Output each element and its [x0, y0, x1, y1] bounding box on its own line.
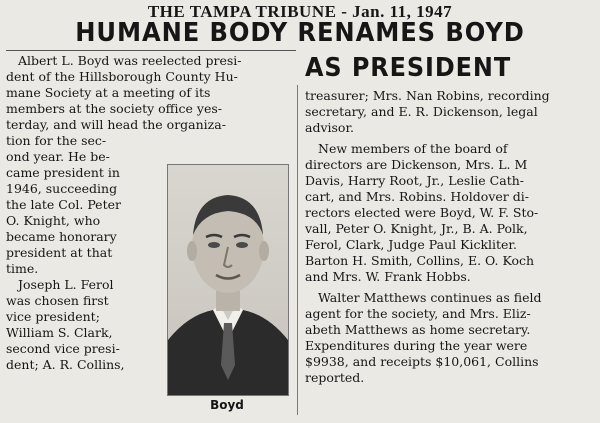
right-col-line-7: cart, and Mrs. Robins. Holdover di- — [305, 189, 529, 204]
right-col-line-17: $9938, and receipts $10,061, Collins — [305, 354, 539, 369]
left-col-line-11: O. Knight, who — [6, 213, 101, 228]
left-col-line-18: William S. Clark, — [6, 325, 113, 340]
right-col-line-11: Barton H. Smith, Collins, E. O. Koch — [305, 253, 535, 268]
left-col-line-13: president at that — [6, 245, 113, 260]
right-col-line-14: agent for the society, and Mrs. Eliz- — [305, 306, 531, 321]
right-col-line-9: vall, Peter O. Knight, Jr., B. A. Polk, — [305, 221, 528, 236]
left-col-line-7: ond year. He be- — [6, 149, 110, 164]
right-col-line-18: reported. — [305, 370, 365, 385]
left-col-line-3: mane Society at a meeting of its — [6, 85, 211, 100]
right-col-line-5: directors are Dickenson, Mrs. L. M — [305, 157, 528, 172]
right-col-line-4: New members of the board of — [318, 141, 508, 156]
right-col-line-16: Expenditures during the year were — [305, 338, 528, 353]
masthead: THE TAMPA TRIBUNE - Jan. 11, 1947 — [147, 2, 453, 21]
right-col-line-13: Walter Matthews continues as field — [318, 290, 542, 305]
left-col-line-12: became honorary — [6, 229, 117, 244]
right-col-line-8: rectors elected were Boyd, W. F. Sto- — [305, 205, 539, 220]
left-col-line-15: Joseph L. Ferol — [18, 277, 114, 292]
right-col-line-10: Ferol, Clark, Judge Paul Kickliter. — [305, 237, 518, 252]
left-col-line-17: vice president; — [6, 309, 100, 324]
right-col-line-2: secretary, and E. R. Dickenson, legal — [305, 104, 538, 119]
right-col-line-3: advisor. — [305, 120, 355, 135]
left-col-line-5: terday, and will head the organiza- — [6, 117, 226, 132]
left-col-line-2: dent of the Hillsborough County Hu- — [6, 69, 238, 84]
headline-rule — [6, 50, 296, 51]
left-col-line-14: time. — [6, 261, 39, 276]
left-col-line-4: members at the society office yes- — [6, 101, 223, 116]
left-col-line-8: came president in — [6, 165, 120, 180]
portrait-illustration — [168, 165, 288, 395]
photo-caption: Boyd — [210, 398, 244, 412]
left-col-line-9: 1946, succeeding — [6, 181, 118, 196]
portrait-photo — [167, 164, 289, 396]
left-col-line-10: the late Col. Peter — [6, 197, 121, 212]
left-col-line-20: dent; A. R. Collins, — [6, 357, 125, 372]
right-col-line-6: Davis, Harry Root, Jr., Leslie Cath- — [305, 173, 524, 188]
left-col-line-6: tion for the sec- — [6, 133, 107, 148]
right-col-line-12: and Mrs. W. Frank Hobbs. — [305, 269, 471, 284]
headline-line-1: HUMANE BODY RENAMES BOYD — [75, 18, 525, 48]
left-col-line-16: was chosen first — [6, 293, 109, 308]
right-col-line-1: treasurer; Mrs. Nan Robins, recording — [305, 88, 550, 103]
column-rule — [297, 85, 298, 415]
headline-line-2: AS PRESIDENT — [305, 53, 512, 83]
left-col-line-19: second vice presi- — [6, 341, 120, 356]
right-col-line-15: abeth Matthews as home secretary. — [305, 322, 531, 337]
left-col-line-1: Albert L. Boyd was reelected presi- — [18, 53, 242, 68]
